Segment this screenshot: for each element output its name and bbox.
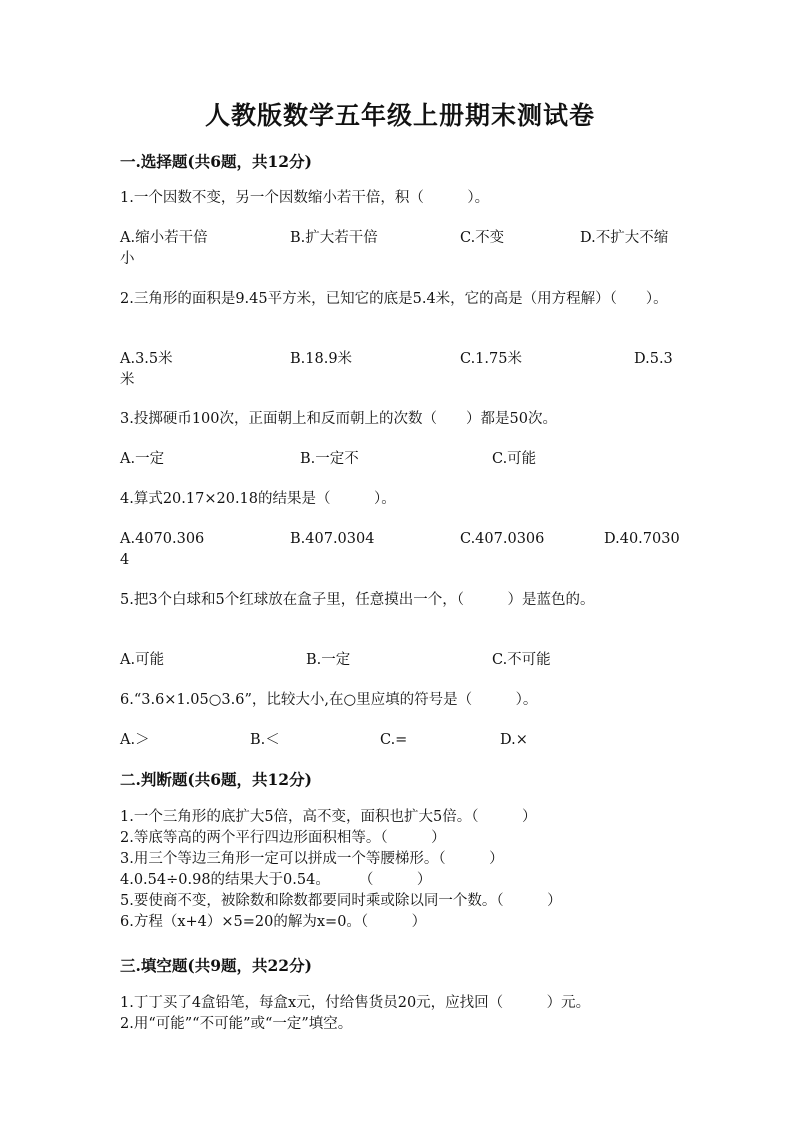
option-a: A.3.5米 [120,351,173,367]
question-2: 2.三角形的面积是9.45平方米，已知它的底是5.4米，它的高是（用方程解）（ ）。 [120,291,668,307]
option-wrap: 小 [120,251,135,267]
option-d: D.40.7030 [604,531,680,547]
question-5: 5.把3个白球和5个红球放在盒子里，任意摸出一个，（ ）是蓝色的。 [120,592,595,608]
judgment-item: 5.要使商不变，被除数和除数都要同时乘或除以同一个数。（ ） [120,893,562,909]
option-a: A.一定 [120,451,165,467]
option-a: A.4070.306 [120,531,205,547]
fill-item: 1.丁丁买了4盒铅笔，每盒x元，付给售货员20元，应找回（ ）元。 [120,995,591,1011]
page-title: 人教版数学五年级上册期末测试卷 [204,101,595,130]
option-c: C.1.75米 [460,351,522,367]
section-heading-choice: 一.选择题(共6题，共12分) [120,152,312,171]
option-d: D.不扩大不缩 [580,230,669,246]
section-heading-fill-blank: 三.填空题(共9题，共22分) [120,956,312,975]
judgment-item: 2.等底等高的两个平行四边形面积相等。（ ） [120,830,446,846]
option-c: C.不可能 [492,652,551,668]
option-b: B.407.0304 [290,531,375,547]
question-4: 4.算式20.17×20.18的结果是（ ）。 [120,491,396,507]
option-wrap: 米 [120,372,135,388]
question-1: 1.一个因数不变，另一个因数缩小若干倍，积（ ）。 [120,190,490,206]
section-heading-judgment: 二.判断题(共6题，共12分) [120,770,312,789]
option-c: C.= [380,732,408,748]
option-wrap: 4 [120,552,130,568]
option-a: A.可能 [120,652,165,668]
question-3: 3.投掷硬币100次，正面朝上和反而朝上的次数（ ）都是50次。 [120,411,557,427]
option-c: C.407.0306 [460,531,545,547]
option-a: A.＞ [120,732,150,748]
option-d: D.5.3 [634,351,673,367]
judgment-item: 4.0.54÷0.98的结果大于0.54。 （ ） [120,872,432,888]
fill-item: 2.用“可能”“不可能”或“一定”填空。 [120,1016,353,1032]
option-c: C.不变 [460,230,505,246]
option-b: B.一定 [306,652,351,668]
judgment-item: 6.方程（x+4）×5=20的解为x=0。（ ） [120,914,427,930]
judgment-item: 3.用三个等边三角形一定可以拼成一个等腰梯形。（ ） [120,851,504,867]
option-b: B.一定不 [300,451,359,467]
question-6: 6.“3.6×1.05○3.6”，比较大小,在○里应填的符号是（ ）。 [120,692,538,708]
judgment-item: 1.一个三角形的底扩大5倍，高不变，面积也扩大5倍。（ ） [120,809,537,825]
option-c: C.可能 [492,451,537,467]
option-b: B.＜ [250,732,280,748]
option-b: B.18.9米 [290,351,353,367]
option-d: D.× [500,732,528,748]
option-a: A.缩小若干倍 [120,230,208,246]
option-b: B.扩大若干倍 [290,230,378,246]
